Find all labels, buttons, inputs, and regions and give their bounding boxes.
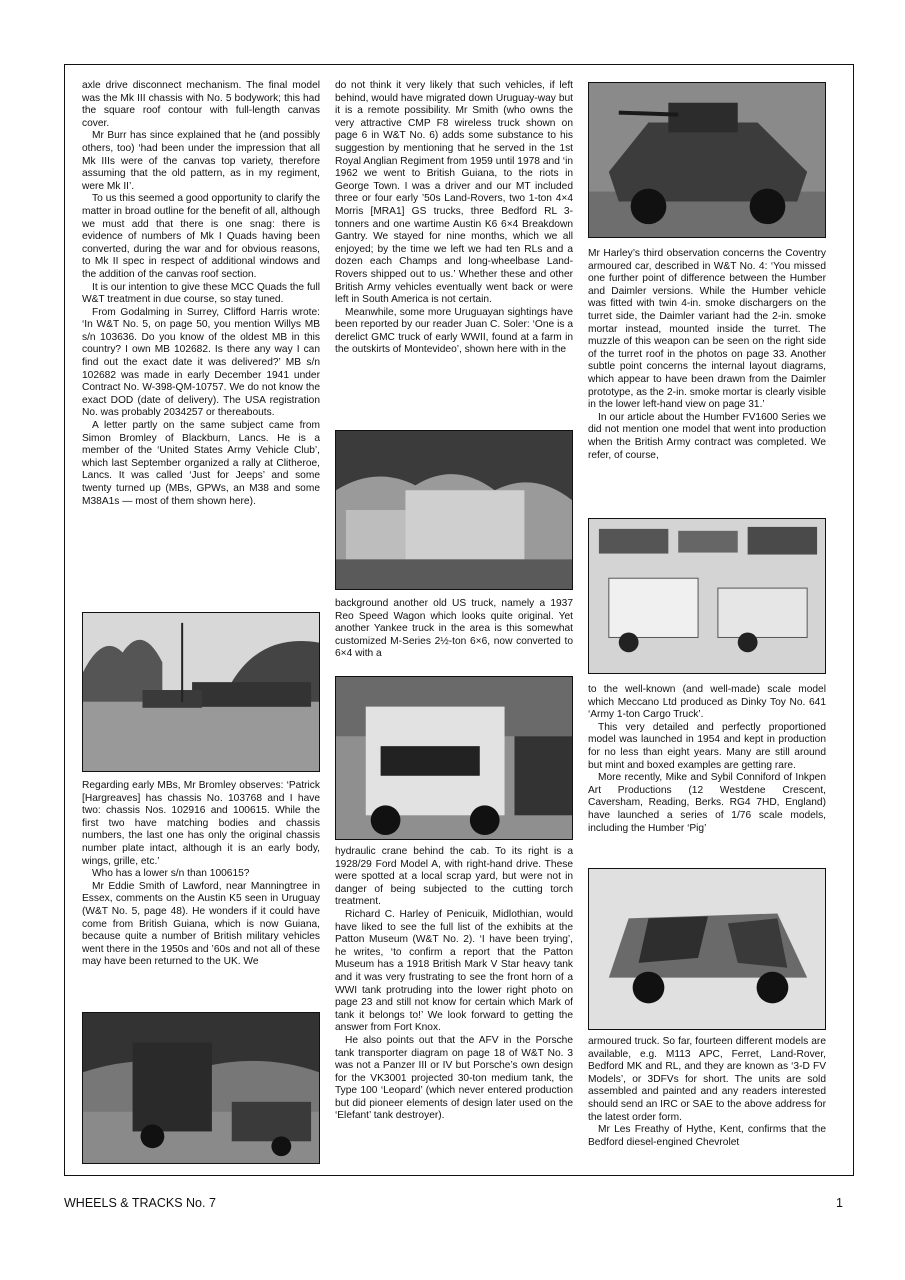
paragraph: Regarding early MBs, Mr Bromley observes: ‘Patrick [Hargreaves] has chassis No. 103768 and I have two: chassis Nos. 102916 and 100615. While the first two have matching bodies and chassis numbers, the last one has only the original chassis number plate intact, although it is an early body, wings, grille, etc.’ [82,780,320,867]
paragraph: Who has a lower s/n than 100615? [92,868,250,880]
photo-dinky-toy-models [588,518,826,674]
paragraph: Mr Harley’s third observation concerns the Coventry armoured car, described in W&T No. 4: ‘You missed one further point of difference between the Humber and Daimler versions. While the Humber vehicle was fitted with twin 4-in. smoke dischargers on the turret side, the Daimler variant had the 2-in. smoke mortar instead, mounted inside the turret. The muzzle of this weapon can be seen on the right side of the turret roof in the photos on page 33. Another subtle point concerns the internal layout diagrams, which appear to have been drawn from the Daimler prototype, as the 2-in. smoke mortar is clearly visible in the lower left-hand view on page 31.’ [588,248,826,411]
paragraph: He also points out that the AFV in the Porsche tank transporter diagram on page 18 of W&T No. 3 was not a Panzer III or IV but Porsche’s own design for the VK3001 projected 30-ton medium tank, the Type 100 ‘Leopard’ (which never entered production but did pioneer elements of design later used on the ‘Elefant’ tank destroyer). [335,1034,573,1122]
column-2-lower [335,846,573,1123]
paragraph: Richard C. Harley of Penicuik, Midlothian, would have liked to see the full list of the exhibits at the Patton Museum (W&T No. 2). ‘I have been trying’, he writes, ‘to confirm a report that the Patton Museum has a 1918 British Mark V Star heavy tank and it was very frustrating to see the front horn of a WWI tank protruding into the lower right photo on page 23 and still not know for certain which Mark of tank it belongs to!’ We look forward to getting the answer from Fort Knox. [335,908,573,1034]
photo-humber-pig-model [588,868,826,1030]
footer-magazine-title: WHEELS & TRACKS No. 7 [64,1196,216,1210]
photo-gmc-truck-derelict [335,430,573,590]
paragraph: A letter partly on the same subject came from Simon Bromley of Blackburn, Lancs. He is a member of the ‘United States Army Vehicle Club’, which last September organized a rally at Clitheroe, Lancs. It was called ‘Just for Jeeps’ and some twenty turned up (MBs, GPWs, an M38 and some M38A1s — most of them shown here). [82,420,320,507]
paragraph: From Godalming in Surrey, Clifford Harris wrote: ‘In W&T No. 5, on page 50, you mention Willys MB s/n 103636. Do you know of the oldest MB in this country? I own MB 102682. Is there any way I can find out the exact date it was delivered?’ MB s/n 102682 was made in early December 1941 under Contract No. W-398-QM-10757. We do not know the exact DOD (date of delivery). The USA registration No. was probably 2034257 or thereabouts. [82,306,320,419]
paragraph: Meanwhile, some more Uruguayan sightings have been reported by our reader Juan C. Soler: ‘One is a derelict GMC truck of early WWII, found at a farm in the outskirts of Montevideo’, shown here with in the [335,306,573,356]
photo-bedford-truck-and-jeep [82,1012,320,1164]
column-1-lower [82,780,320,969]
column-1 [82,80,320,508]
paragraph: axle drive disconnect mechanism. The final model was the Mk III chassis with No. 5 bodywork; this had the square roof contour with full-length canvas cover. [82,80,320,129]
photo-m-series-truck-crane [335,676,573,840]
paragraph: This very detailed and perfectly proportioned model was launched in 1954 and kept in production for no less than eight years. Many are still around but mint and boxed examples are getting rare. [588,721,826,771]
paragraph: Mr Eddie Smith of Lawford, near Manningtree in Essex, comments on the Austin K5 seen in Uruguay (W&T No. 5, page 48). He wonders if it could have come from British Guiana, which is now Guiana, because quite a number of British military vehicles went there in the 1950s and ’60s and not all of these may have been returned to the UK. We [82,880,320,968]
column-3-lower [588,1036,826,1149]
paragraph: It is our intention to give these MCC Quads the full W&T treatment in due course, so stay tuned. [82,281,320,306]
column-3 [588,248,826,462]
paragraph: to the well-known (and well-made) scale model which Meccano Ltd produced as Dinky Toy No. 641 ‘Army 1-ton Cargo Truck’. [588,684,826,721]
paragraph: do not think it very likely that such vehicles, if left behind, would have migrated down Uruguay-way but it is a remote possibility. Mr Smith (who owns the very attractive CMP F8 wireless truck shown on page 6 in W&T No. 6) adds some substance to his suggestion by mentioning that he served in the 1st Royal Anglian Regiment from 1959 until 1978 and ‘in 1962 we went to British Guiana, to the riots in George Town. I was a driver and our MT included three or four early ’50s Land-Rovers, two 1-ton 4×4 Morris [MRA1] GS trucks, three Bedford RL 3-tonners and one wartime Austin K6 6×4 Breakdown Gantry. We stayed for nine months, which we all enjoyed; by the time we left we had ten RLs and a dozen each Champs and long-wheelbase Land-Rovers shipped out to us.’ Whether these and other British Army vehicles eventually went back or were left in South America is not certain. [335,80,573,306]
paragraph: In our article about the Humber FV1600 Series we did not mention one model that went into production when the British Army contract was completed. We refer, of course, [588,411,826,461]
photo-coventry-armoured-car [588,82,826,238]
page-number: 1 [836,1196,843,1210]
paragraph: background another old US truck, namely a 1937 Reo Speed Wagon which looks quite original. Yet another Yankee truck in the area is this somewhat customized M-Series 2½-ton 6×6, now converted to 6×4 with a [335,598,573,660]
paragraph: Mr Burr has since explained that he (and possibly others, too) ‘had been under the impression that all Mk IIIs were of the canvas top variety, therefore assuming that the old pattern, as in my regiment, were Mk II’. [82,130,320,192]
column-2 [335,80,573,357]
paragraph: hydraulic crane behind the cab. To its right is a 1928/29 Ford Model A, with right-hand drive. These were spotted at a local scrap yard, but were not in danger of being subjected to the cutting torch treatment. [335,846,573,908]
paragraph: Mr Les Freathy of Hythe, Kent, confirms that the Bedford diesel-engined Chevrolet [588,1124,826,1148]
paragraph: To us this seemed a good opportunity to clarify the matter in broad outline for the benefit of all, although we must add that there is one snag: there is evidence of numbers of Mk I Quads having been converted, during the war and for obvious reasons, to Mk II spec in respect of additional windows and the addition of the canvas roof section. [82,193,320,280]
column-3-middle [588,684,826,835]
paragraph: More recently, Mike and Sybil Conniford of Inkpen Art Productions (12 Westdene Crescent, Caversham, Reading, Berks. RG4 7HD, England) have launched a series of 1/76 scale models, including the Humber ‘Pig’ [588,772,826,834]
column-2-middle [335,598,573,661]
photo-jeeps-rally [82,612,320,772]
paragraph: armoured truck. So far, fourteen different models are available, e.g. M113 APC, Ferret, Land-Rover, Bedford MK and RL, and they are known as ‘3-D FV Models’, or 3DFVs for short. The units are sold assembled and painted and any readers interested should send an IRC or SAE to the above address for the latest order form. [588,1036,826,1123]
